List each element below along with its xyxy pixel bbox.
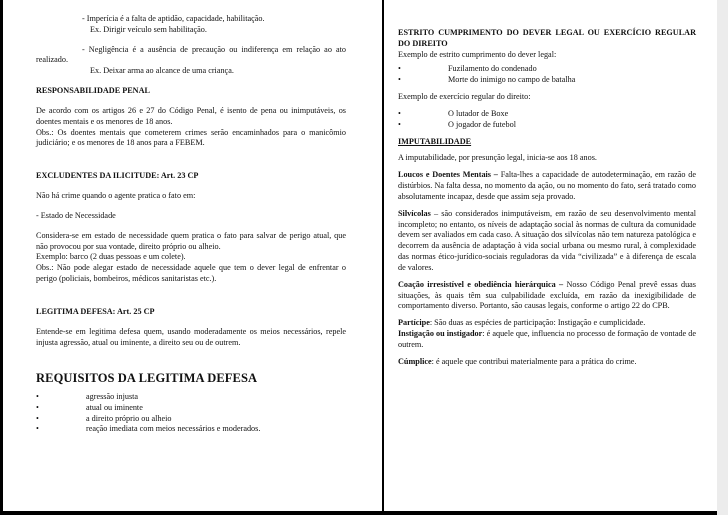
list-item: • atual ou iminente bbox=[36, 403, 346, 414]
requisitos-heading: REQUISITOS DA LEGITIMA DEFESA bbox=[36, 371, 258, 386]
excludentes-text: Não há crime quando o agente pratica o fato em: bbox=[36, 191, 196, 201]
cumplice-text: : é aquele que contribui materialmente para a prática do crime. bbox=[431, 356, 637, 366]
list-item: • reação imediata com meios necessários e moderados. bbox=[36, 424, 346, 435]
participe-paragraph bbox=[398, 318, 696, 329]
silvicolas-label: Silvícolas bbox=[398, 208, 431, 218]
imputabilidade-heading: IMPUTABILIDADE bbox=[398, 136, 472, 146]
list-item: • O jogador de futebol bbox=[398, 120, 696, 131]
necessidade-obs: Obs.: Não pode alegar estado de necessidade aquele que tem o dever legal de enfrentar o perigo (policiais, bombeiros, médicos sanitaristas etc.). bbox=[36, 263, 346, 284]
necessidade-example: Exemplo: barco (2 duas pessoas e um colete). bbox=[36, 252, 186, 262]
cumplice-label: Cúmplice bbox=[398, 356, 432, 366]
list-item: • Morte do inimigo no campo de batalha bbox=[398, 75, 696, 86]
estrito-intro: Exemplo de estrito cumprimento do dever legal: bbox=[398, 49, 557, 59]
responsabilidade-obs: Obs.: Os doentes mentais que cometerem crimes serão encaminhados para o manicômio judiciário; e os menores de 18 anos para a FEBEM. bbox=[36, 127, 346, 148]
impericia-definition: - Imperícia é a falta de aptidão, capacidade, habilitação. bbox=[82, 14, 265, 23]
negligencia-example: Ex. Deixar arma ao alcance de uma criança. bbox=[90, 66, 234, 76]
page-border-left bbox=[0, 0, 3, 515]
list-item: • agressão injusta bbox=[36, 392, 346, 403]
list-item: • Fuzilamento do condenado bbox=[398, 64, 696, 75]
instigacao-text: : é aquele que, influencia no processo de formação de vontade de outrem. bbox=[398, 329, 696, 349]
coacao-paragraph bbox=[398, 280, 696, 312]
regular-list bbox=[398, 109, 696, 131]
responsabilidade-text: De acordo com os artigos 26 e 27 do Código Penal, é isento de pena ou inimputáveis, os doentes mentais e os menores de 18 anos. bbox=[36, 105, 346, 126]
impericia-example: Ex. Dirigir veículo sem habilitação. bbox=[90, 24, 207, 34]
instigacao-paragraph bbox=[398, 329, 696, 351]
participe-label: Partícipe bbox=[398, 318, 430, 328]
estrito-heading: ESTRITO CUMPRIMENTO DO DEVER LEGAL OU EXERCÍCIO REGULAR DO DIREITO bbox=[398, 28, 696, 48]
loucos-paragraph bbox=[398, 170, 696, 202]
estrito-list bbox=[398, 64, 696, 86]
participe-text: : São duas as espécies de participação: Instigação e cumplicidade. bbox=[429, 318, 646, 328]
instigacao-label: Instigação ou instigador bbox=[398, 329, 483, 339]
negligencia-definition: - Negligência é a ausência de precaução ou indiferença em relação ao ato realizado. bbox=[36, 44, 346, 65]
right-margin-shade bbox=[717, 0, 728, 515]
legitima-heading: LEGITIMA DEFESA: Art. 25 CP bbox=[36, 306, 155, 316]
regular-intro: Exemplo de exercício regular do direito: bbox=[398, 92, 531, 102]
right-column bbox=[398, 28, 696, 368]
loucos-label: Loucos e Doentes Mentais – bbox=[398, 170, 498, 180]
left-column bbox=[36, 14, 346, 435]
cumplice-paragraph bbox=[398, 357, 696, 368]
necessidade-text: Considera-se em estado de necessidade quem pratica o fato para salvar de perigo atual, que não provocou por sua vontade, direito próprio ou alheio. bbox=[36, 230, 346, 251]
silvicolas-paragraph bbox=[398, 209, 696, 274]
requisitos-list bbox=[36, 392, 346, 435]
page-border-bottom bbox=[0, 511, 728, 515]
imputabilidade-text: A imputabilidade, por presunção legal, inicia-se aos 18 anos. bbox=[398, 153, 597, 163]
loucos-text: Falta-lhes a capacidade de autodeterminação, em razão de distúrbios. Na falta dessa, no momento da ação, ou no momento do fato, será tratado como absolutamente incapaz, desde que assim seja provado. bbox=[398, 170, 696, 201]
coacao-text: Nosso Código Penal prevê essas duas situações, às quais têm sua culpabilidade excluída, em razão da inexigibilidade de comportamento diverso. Portanto, são causas legais, conforme o artigo 22 do CPB. bbox=[398, 279, 696, 311]
coacao-label: Coação irresistível e obediência hierárquica – bbox=[398, 279, 564, 289]
list-item: • O lutador de Boxe bbox=[398, 109, 696, 120]
necessidade-label: - Estado de Necessidade bbox=[36, 210, 116, 220]
column-divider bbox=[382, 0, 384, 515]
legitima-text: Entende-se em legitima defesa quem, usando moderadamente os meios necessários, repele injusta agressão, atual ou iminente, a direito seu ou de outrem. bbox=[36, 326, 346, 347]
excludentes-heading: EXCLUDENTES DA ILICITUDE: Art. 23 CP bbox=[36, 171, 199, 181]
silvicolas-text: – são considerados inimputáveism, em razão de seu desenvolvimento mental incompleto; no entanto, os níveis de adaptação social às normas de cultura da comunidade devem ser avaliados em cada caso. A situação dos silvícolas não tem natureza patológica e decorrem da ausência de adaptação à vida social urbana ou mesmo rural, à complexidade das normas ético-jurídico-sociais reguladoras da vida “civilizada” e à diferença de escala de valores. bbox=[398, 208, 696, 272]
responsabilidade-heading: RESPONSABILIDADE PENAL bbox=[36, 86, 150, 96]
list-item: • a direito próprio ou alheio bbox=[36, 414, 346, 425]
